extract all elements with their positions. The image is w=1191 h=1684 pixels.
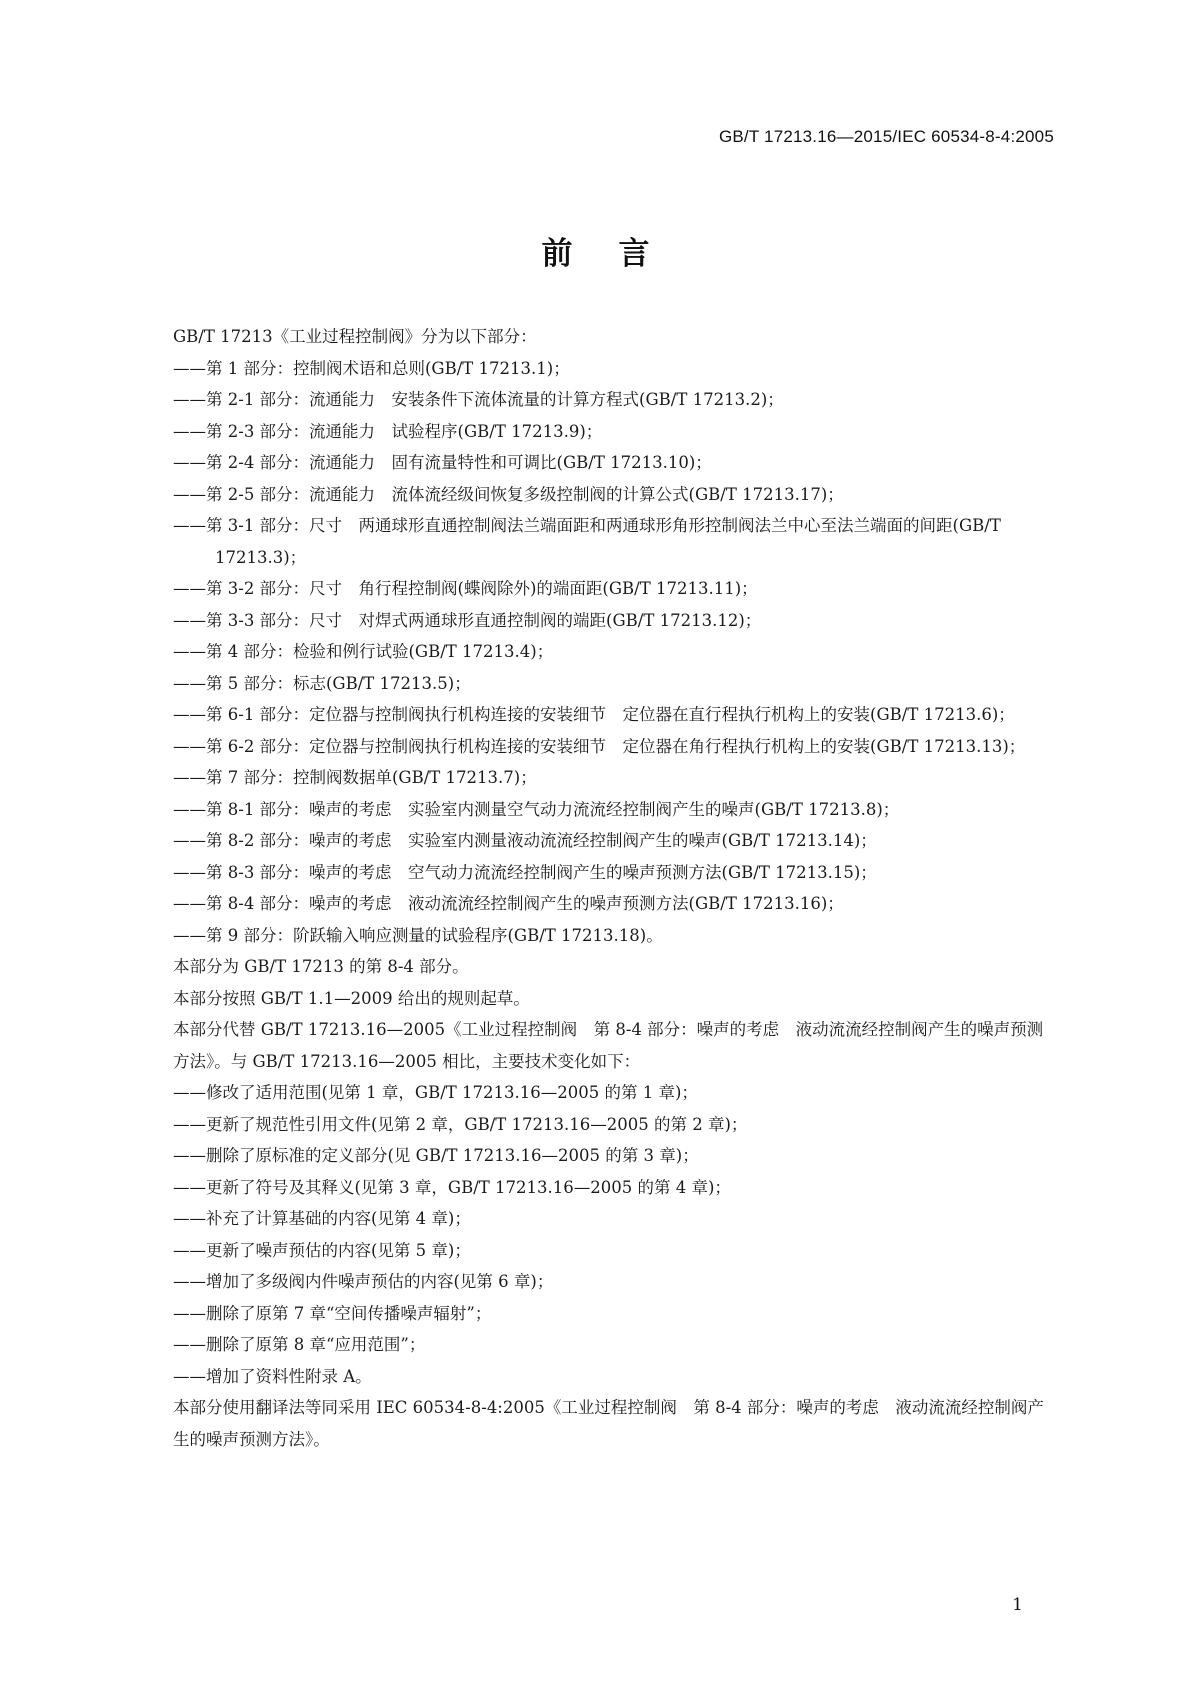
list-item: ——第 2-1 部分：流通能力 安装条件下流体流量的计算方程式(GB/T 17213.2)； [173, 390, 784, 409]
page-title: 前言 [541, 236, 696, 272]
list-item: ——修改了适用范围(见第 1 章，GB/T 17213.16—2005 的第 1 章)； [173, 1083, 698, 1102]
parts-list [173, 353, 1053, 952]
list-item: ——删除了原第 7 章“空间传播噪声辐射”； [173, 1303, 492, 1323]
list-item: ——第 2-3 部分：流通能力 试验程序(GB/T 17213.9)； [173, 421, 603, 441]
list-item: ——第 3-1 部分：尺寸 两通球形直通控制阀法兰端面距和两通球形角形控制阀法兰中心至法兰端面的间距(GB/T 17213.3)； [173, 516, 1001, 567]
list-item: ——第 1 部分：控制阀术语和总则(GB/T 17213.1)； [173, 358, 570, 378]
list-item: ——第 4 部分：检验和例行试验(GB/T 17213.4)； [173, 642, 554, 661]
page-number: 1 [1012, 1595, 1023, 1615]
replaces-statement: 本部分代替 GB/T 17213.16—2005《工业过程控制阀 第 8-4 部分：噪声的考虑 液动流流经控制阀产生的噪声预测方法》。与 GB/T 17213.16—2005 相比，主要技术变化如下： [173, 1020, 1044, 1071]
list-item: ——增加了多级阀内件噪声预估的内容(见第 6 章)； [173, 1272, 554, 1291]
drafting-statement: 本部分按照 GB/T 1.1—2009 给出的规则起草。 [173, 988, 530, 1008]
list-item: ——第 3-3 部分：尺寸 对焊式两通球形直通控制阀的端距(GB/T 17213.12)； [173, 610, 762, 630]
list-item: ——补充了计算基础的内容(见第 4 章)； [173, 1209, 471, 1228]
changes-list [173, 1077, 1053, 1392]
list-item: ——更新了噪声预估的内容(见第 5 章)； [173, 1240, 471, 1260]
list-item: ——第 6-2 部分：定位器与控制阀执行机构连接的安装细节 定位器在角行程执行机构上的安装(GB/T 17213.13)； [173, 736, 1026, 756]
list-item: ——第 6-1 部分：定位器与控制阀执行机构连接的安装细节 定位器在直行程执行机构上的安装(GB/T 17213.6)； [173, 705, 1015, 724]
list-item: ——第 2-5 部分：流通能力 流体流经级间恢复多级控制阀的计算公式(GB/T 17213.17)； [173, 484, 844, 504]
list-item: ——第 9 部分：阶跃输入响应测量的试验程序(GB/T 17213.18)。 [173, 925, 663, 945]
list-item: ——第 7 部分：控制阀数据单(GB/T 17213.7)； [173, 768, 537, 787]
list-item: ——删除了原标准的定义部分(见 GB/T 17213.16—2005 的第 3 章)； [173, 1146, 699, 1165]
list-item: ——删除了原第 8 章“应用范围”； [173, 1335, 426, 1354]
list-item: ——第 2-4 部分：流通能力 固有流量特性和可调比(GB/T 17213.10)； [173, 453, 712, 472]
list-item: ——更新了符号及其释义(见第 3 章，GB/T 17213.16—2005 的第 4 章)； [173, 1177, 731, 1197]
part-statement: 本部分为 GB/T 17213 的第 8-4 部分。 [173, 957, 469, 976]
list-item: ——第 8-3 部分：噪声的考虑 空气动力流流经控制阀产生的噪声预测方法(GB/T 17213.15)； [173, 862, 877, 882]
list-item: ——增加了资料性附录 A。 [173, 1366, 372, 1386]
list-item: ——第 8-1 部分：噪声的考虑 实验室内测量空气动力流流经控制阀产生的噪声(GB/T 17213.8)； [173, 799, 900, 819]
list-item: ——第 5 部分：标志(GB/T 17213.5)； [173, 673, 471, 693]
list-item: ——第 8-2 部分：噪声的考虑 实验室内测量液动流流经控制阀产生的噪声(GB/T 17213.14)； [173, 831, 877, 850]
list-item: ——第 3-2 部分：尺寸 角行程控制阀(蝶阀除外)的端面距(GB/T 17213.11)； [173, 579, 758, 598]
standard-number-header: GB/T 17213.16—2015/IEC 60534-8-4:2005 [718, 127, 1054, 146]
list-item: ——更新了规范性引用文件(见第 2 章，GB/T 17213.16—2005 的第 2 章)； [173, 1114, 748, 1134]
intro-paragraph: GB/T 17213《工业过程控制阀》分为以下部分： [173, 327, 537, 346]
foreword-body [173, 321, 1053, 1455]
list-item: ——第 8-4 部分：噪声的考虑 液动流流经控制阀产生的噪声预测方法(GB/T 17213.16)； [173, 894, 844, 913]
adoption-statement: 本部分使用翻译法等同采用 IEC 60534-8-4:2005《工业过程控制阀 第 8-4 部分：噪声的考虑 液动流流经控制阀产生的噪声预测方法》。 [173, 1398, 1044, 1449]
